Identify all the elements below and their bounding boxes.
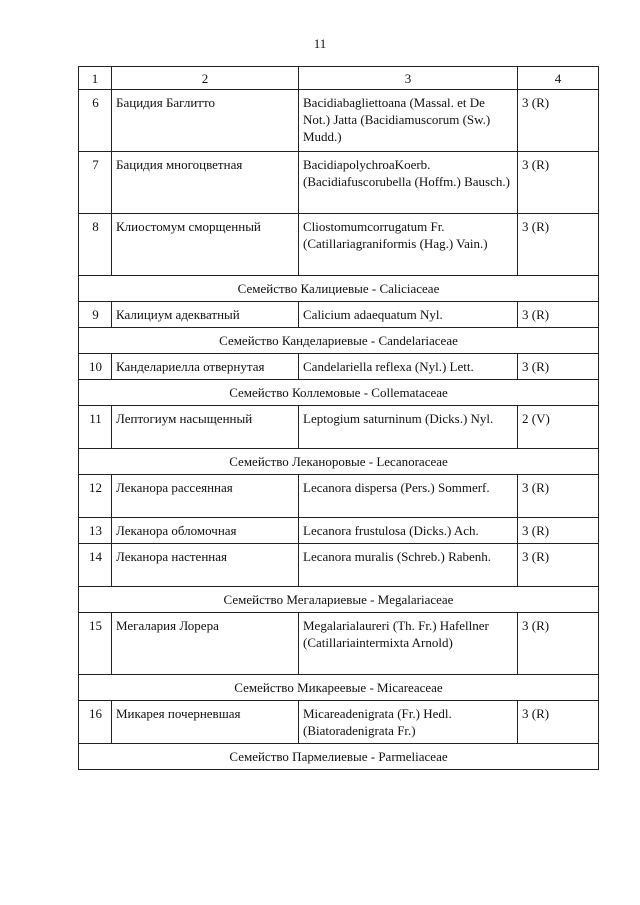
species-number: 15: [79, 613, 112, 675]
family-row: [79, 587, 599, 613]
species-name-latin: Megalarialaureri (Th. Fr.) Hafellner (Catillariaintermixta Arnold): [299, 613, 518, 675]
species-name-latin: Leptogium saturninum (Dicks.) Nyl.: [299, 406, 518, 449]
column-header-1: 1: [79, 67, 112, 90]
conservation-status: 3 (R): [518, 90, 599, 152]
species-name-ru: Канделариелла отвернутая: [112, 354, 299, 380]
page-number: 11: [313, 36, 327, 51]
species-name-latin: Lecanora muralis (Schreb.) Rabenh.: [299, 544, 518, 587]
conservation-status: 3 (R): [518, 152, 599, 214]
species-number: 6: [79, 90, 112, 152]
species-name-latin: BacidiapolychroaKoerb. (Bacidiafuscorubella (Hoffm.) Bausch.): [299, 152, 518, 214]
family-row: [79, 380, 599, 406]
conservation-status: 2 (V): [518, 406, 599, 449]
table-body: [79, 67, 599, 770]
table-row: [79, 701, 599, 744]
species-number: 14: [79, 544, 112, 587]
species-name-latin: Calicium adaequatum Nyl.: [299, 302, 518, 328]
species-name-ru: Леканора настенная: [112, 544, 299, 587]
species-number: 10: [79, 354, 112, 380]
table-row: [79, 544, 599, 587]
conservation-status: 3 (R): [518, 544, 599, 587]
species-name-latin: Cliostomumcorrugatum Fr. (Catillariagraniformis (Hag.) Vain.): [299, 214, 518, 276]
species-number: 9: [79, 302, 112, 328]
conservation-status: 3 (R): [518, 354, 599, 380]
table-row: [79, 214, 599, 276]
conservation-status: 3 (R): [518, 475, 599, 518]
family-label: Семейство Калициевые - Caliciaceae: [79, 276, 599, 302]
table-row: [79, 613, 599, 675]
family-row: [79, 675, 599, 701]
species-name-latin: Lecanora dispersa (Pers.) Sommerf.: [299, 475, 518, 518]
family-row: [79, 449, 599, 475]
species-name-latin: Lecanora frustulosa (Dicks.) Ach.: [299, 518, 518, 544]
family-label: Семейство Канделариевые - Candelariaceae: [79, 328, 599, 354]
family-label: Семейство Мегалариевые - Megalariaceae: [79, 587, 599, 613]
species-name-ru: Клиостомум сморщенный: [112, 214, 299, 276]
conservation-status: 3 (R): [518, 518, 599, 544]
species-name-ru: Лептогиум насыщенный: [112, 406, 299, 449]
family-row: [79, 744, 599, 770]
column-header-4: 4: [518, 67, 599, 90]
species-number: 12: [79, 475, 112, 518]
column-header-3: 3: [299, 67, 518, 90]
table-row: [79, 518, 599, 544]
species-name-ru: Микарея почерневшая: [112, 701, 299, 744]
species-name-ru: Леканора обломочная: [112, 518, 299, 544]
family-row: [79, 276, 599, 302]
species-number: 16: [79, 701, 112, 744]
family-label: Семейство Леканоровые - Lecanoraceae: [79, 449, 599, 475]
species-name-latin: Candelariella reflexa (Nyl.) Lett.: [299, 354, 518, 380]
species-name-ru: Калициум адекватный: [112, 302, 299, 328]
conservation-status: 3 (R): [518, 214, 599, 276]
table-row: [79, 302, 599, 328]
species-number: 13: [79, 518, 112, 544]
species-name-latin: Bacidiabagliettoana (Massal. et De Not.) Jatta (Bacidiamuscorum (Sw.) Mudd.): [299, 90, 518, 152]
family-row: [79, 328, 599, 354]
conservation-status: 3 (R): [518, 613, 599, 675]
species-number: 7: [79, 152, 112, 214]
table-row: [79, 475, 599, 518]
family-label: Семейство Микареевые - Micareaceae: [79, 675, 599, 701]
conservation-status: 3 (R): [518, 701, 599, 744]
species-name-latin: Micareadenigrata (Fr.) Hedl. (Biatoradenigrata Fr.): [299, 701, 518, 744]
species-name-ru: Бацидия Баглитто: [112, 90, 299, 152]
conservation-status: 3 (R): [518, 302, 599, 328]
family-label: Семейство Пармелиевые - Parmeliaceae: [79, 744, 599, 770]
species-number: 11: [79, 406, 112, 449]
species-name-ru: Бацидия многоцветная: [112, 152, 299, 214]
family-label: Семейство Коллемовые - Collemataceae: [79, 380, 599, 406]
table-row: [79, 354, 599, 380]
species-name-ru: Мегалария Лорера: [112, 613, 299, 675]
species-number: 8: [79, 214, 112, 276]
table-header-row: [79, 67, 599, 90]
table-row: [79, 152, 599, 214]
table-row: [79, 90, 599, 152]
species-table: [78, 66, 599, 770]
species-name-ru: Леканора рассеянная: [112, 475, 299, 518]
column-header-2: 2: [112, 67, 299, 90]
table-row: [79, 406, 599, 449]
